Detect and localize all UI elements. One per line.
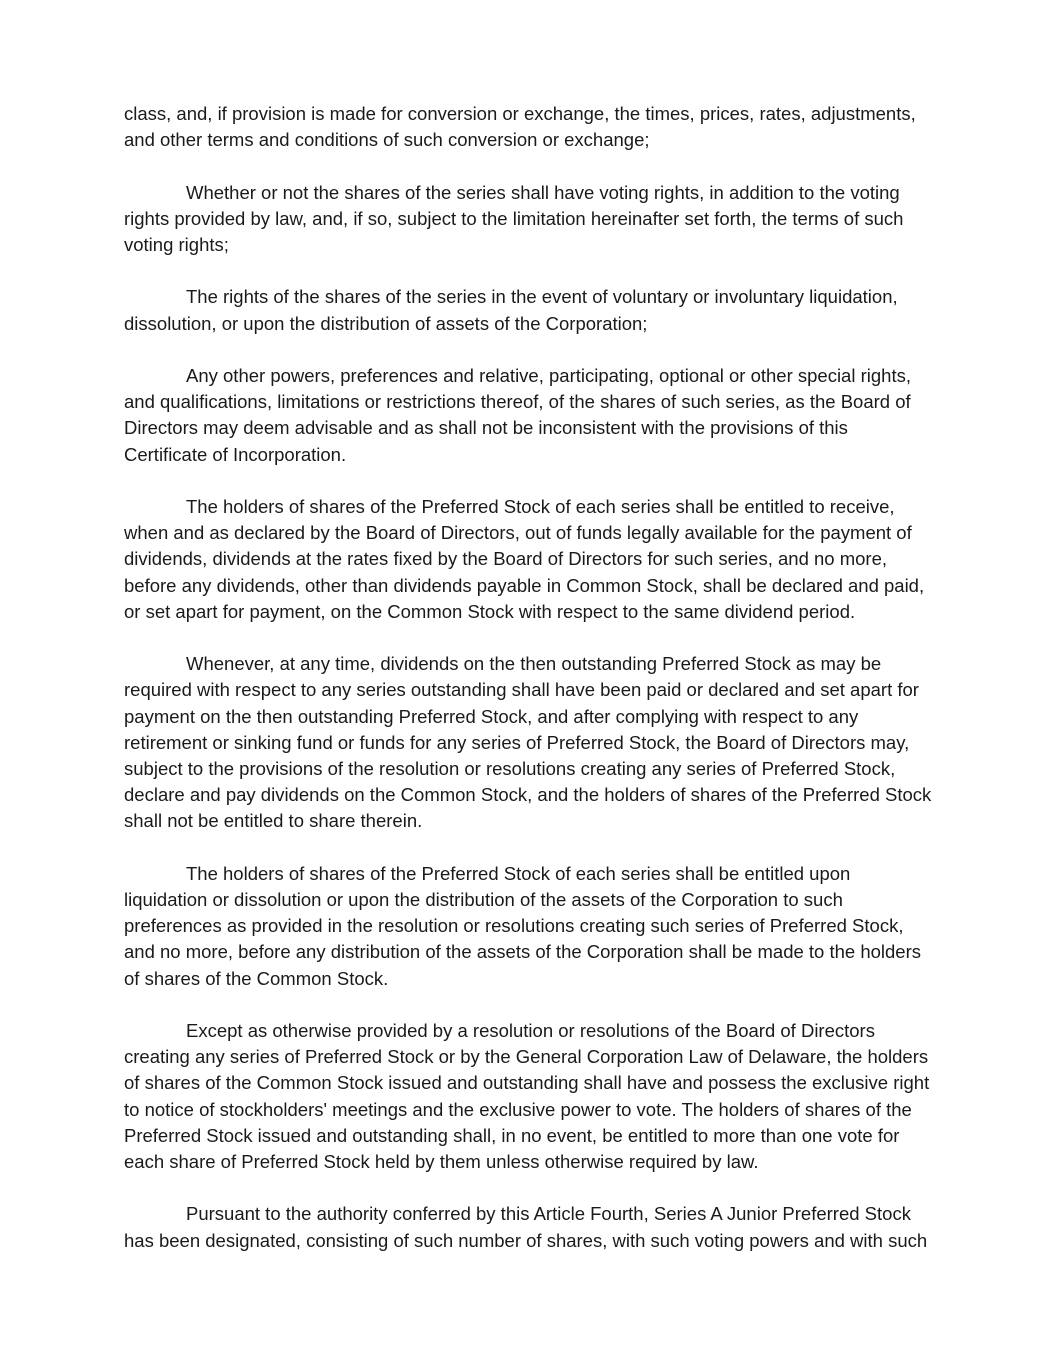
- paragraph-conversion-terms-continued: class, and, if provision is made for conversion or exchange, the times, prices, rates, adjustments, and other terms and conditions of such conversion or exchange;: [124, 103, 916, 151]
- paragraph-voting-power: Except as otherwise provided by a resolution or resolutions of the Board of Directors creating any series of Preferred Stock or by the General Corporation Law of Delaware, the holders of shares of the Common Stock issued and outstanding shall have and possess the exclusive right to notice of stockholders' meetings and the exclusive power to vote. The holders of shares of the Preferred Stock issued and outstanding shall, in no event, be entitled to more than one vote for each share of Preferred Stock held by them unless otherwise required by law.: [124, 1020, 930, 1173]
- paragraph-other-powers: Any other powers, preferences and relative, participating, optional or other special rights, and qualifications, limitations or restrictions thereof, of the shares of such series, as the Board of Directors may deem advisable and as shall not be inconsistent with the provisions of this Certificate of Incorporation.: [124, 364, 911, 465]
- paragraph-preferred-dividends: The holders of shares of the Preferred Stock of each series shall be entitled to receive, when and as declared by the Board of Directors, out of funds legally available for the payment of dividends, dividends at the rates fixed by the Board of Directors for such series, and no more, before any dividends, other than dividends payable in Common Stock, shall be declared and paid, or set apart for payment, on the Common Stock with respect to the same dividend period.: [124, 495, 925, 622]
- paragraph-liquidation-preferences: The holders of shares of the Preferred Stock of each series shall be entitled upon liquidation or dissolution or upon the distribution of the assets of the Corporation to such preferences as provided in the resolution or resolutions creating such series of Preferred Stock, and no more, before any distribution of the assets of the Corporation shall be made to the holders of shares of the Common Stock.: [124, 862, 922, 989]
- paragraph-series-a-designation: Pursuant to the authority conferred by this Article Fourth, Series A Junior Preferred Stock has been designated, consisting of such number of shares, with such voting powers and with such: [124, 1203, 928, 1251]
- paragraph-voting-rights: Whether or not the shares of the series shall have voting rights, in addition to the voting rights provided by law, and, if so, subject to the limitation hereinafter set forth, the terms of such voting rights;: [124, 181, 904, 255]
- paragraph-common-dividends: Whenever, at any time, dividends on the then outstanding Preferred Stock as may be required with respect to any series outstanding shall have been paid or declared and set apart for payment on the then outstanding Preferred Stock, and after complying with respect to any retirement or sinking fund or funds for any series of Preferred Stock, the Board of Directors may, subject to the provisions of the resolution or resolutions creating any series of Preferred Stock, declare and pay dividends on the Common Stock, and the holders of shares of the Preferred Stock shall not be entitled to share therein.: [124, 653, 932, 832]
- document-body: [124, 101, 934, 1254]
- paragraph-liquidation-rights: The rights of the shares of the series in the event of voluntary or involuntary liquidation, dissolution, or upon the distribution of assets of the Corporation;: [124, 286, 898, 334]
